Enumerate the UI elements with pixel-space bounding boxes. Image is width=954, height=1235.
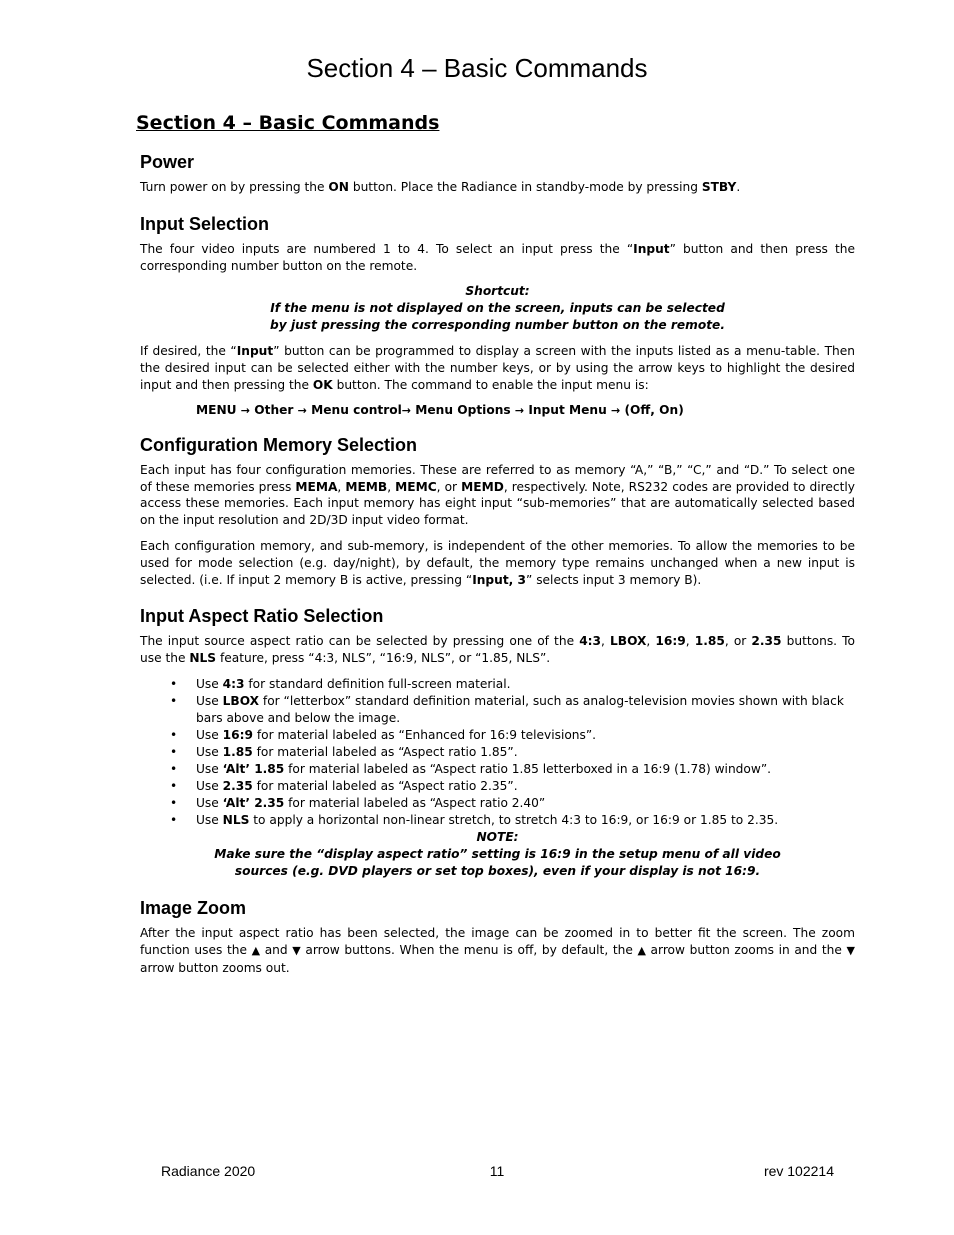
text-run: Other (250, 402, 298, 417)
heading-power: Power (140, 152, 195, 172)
list-item (140, 795, 855, 812)
footer-revision: rev 102214 (763, 1163, 834, 1179)
bold-text: STBY (701, 180, 737, 194)
text-run: , respectively. Note, RS232 codes are provided to directly access these memories. Each input memory has eight input “sub-memories” that are automatically selected based on the input resolution and 2D/3D input video format. (140, 479, 856, 528)
page-header: Section 4 – Basic Commands (306, 53, 648, 83)
text-run: Input Menu (524, 402, 612, 417)
aspect-ratio-paragraph (140, 633, 855, 667)
bold-text: ON (328, 180, 349, 194)
text-run: for material labeled as “Enhanced for 16:9 televisions”. (252, 727, 597, 742)
text-run: MENU (196, 402, 241, 417)
footer-page-number: 11 (489, 1163, 505, 1179)
bullet-icon: • (170, 727, 178, 742)
text-run: arrow buttons. When the menu is off, by default, the (300, 942, 638, 957)
list-item (140, 676, 855, 693)
heading-aspect-ratio: Input Aspect Ratio Selection (140, 606, 384, 627)
text-run: arrow button zooms out. (140, 960, 290, 975)
right-arrow-icon: → (401, 403, 411, 417)
down-arrow-icon: ▼ (846, 943, 855, 957)
right-arrow-icon: → (240, 403, 251, 417)
config-memory-paragraph-1 (140, 462, 855, 529)
right-arrow-icon: → (514, 403, 525, 417)
text-run: After the input aspect ratio has been selected, the image can be zoomed in to better fit the screen. The zoom function uses the (140, 925, 855, 957)
image-zoom-paragraph (140, 925, 855, 976)
bold-text: ‘Alt’ 1.85 (222, 761, 285, 776)
bullet-icon: • (170, 795, 178, 810)
list-item (140, 727, 855, 744)
text-run: Use (196, 761, 223, 776)
input-menu-paragraph (140, 343, 855, 393)
text-run: feature, press “4:3, NLS”, “16:9, NLS”, or “1.85, NLS”. (216, 651, 551, 666)
text-run: , (601, 634, 611, 649)
text-run: Use (196, 778, 223, 793)
text-run: Use (196, 727, 223, 742)
text-run: button. The command to enable the input menu is: (332, 377, 649, 392)
aspect-note (140, 829, 855, 880)
text-run: for material labeled as “Aspect ratio 1.85 letterboxed in a 16:9 (1.78) window”. (284, 761, 772, 776)
bold-text: MEMC (395, 479, 437, 494)
config-memory-paragraph-2 (140, 538, 855, 588)
text-run: button. Place the Radiance in standby-mode by pressing (348, 180, 702, 194)
text-run: Each configuration memory, and sub-memory, is independent of the other memories. To allow the memories to be used for mode selection (e.g. day/night), by default, the memory type remains unchanged when a new input is selected. (i.e. If input 2 memory B is active, pressing “ (140, 538, 855, 587)
footer-product: Radiance 2020 (161, 1163, 256, 1179)
text-run: , or (724, 634, 752, 649)
text-run: . (736, 180, 741, 194)
text-run: , (387, 479, 396, 494)
bold-text: 16:9 (222, 727, 253, 742)
section-title: Section 4 – Basic Commands (136, 112, 440, 134)
note-line: by just pressing the corresponding number button on the remote. (270, 318, 725, 333)
page-footer (0, 1163, 954, 1183)
text-run: The four video inputs are numbered 1 to 4. To select an input press the “ (140, 241, 634, 256)
heading-configuration-memory: Configuration Memory Selection (140, 434, 418, 455)
bold-text: 2.35 (222, 778, 253, 793)
text-run: and (260, 942, 293, 957)
text-run: (Off, On) (620, 402, 684, 417)
text-run: Menu Options (411, 402, 515, 417)
down-arrow-icon: ▼ (292, 943, 301, 957)
menu-path (196, 403, 855, 417)
bold-text: OK (312, 377, 333, 392)
bold-text: LBOX (222, 693, 260, 708)
up-arrow-icon: ▲ (637, 943, 646, 957)
note-line: Make sure the “display aspect ratio” setting is 16:9 in the setup menu of all video (214, 846, 781, 861)
bold-text: LBOX (610, 634, 647, 649)
bullet-icon: • (170, 812, 178, 827)
bold-text: NLS (222, 812, 250, 827)
bold-text: 16:9 (655, 634, 686, 649)
bold-text: Input (633, 241, 670, 256)
bullet-icon: • (170, 778, 178, 793)
bold-text: Input (236, 344, 274, 359)
bold-text: 1.85 (222, 744, 253, 759)
bullet-icon: • (170, 744, 178, 759)
list-item (140, 761, 855, 778)
bold-text: MEMA (295, 479, 338, 494)
text-run: , (337, 479, 346, 494)
power-paragraph (140, 179, 855, 196)
note-line: If the menu is not displayed on the screen, inputs can be selected (270, 301, 725, 316)
text-run: for “letterbox” standard definition material, such as analog-television movies shown with black bars above and below the image. (196, 693, 844, 725)
text-run: ” button and then press the corresponding number button on the remote. (140, 241, 855, 273)
bold-text: 1.85 (694, 634, 725, 649)
text-run: arrow button zooms in and the (645, 942, 847, 957)
bold-text: 4:3 (222, 676, 245, 691)
document-body (136, 112, 856, 985)
right-arrow-icon: → (611, 403, 621, 417)
text-run: The input source aspect ratio can be selected by pressing one of the (140, 634, 580, 649)
list-item (140, 812, 855, 829)
text-run: Use (196, 676, 223, 691)
note-line: sources (e.g. DVD players or set top boxes), even if your display is not 16:9. (234, 863, 761, 878)
right-arrow-icon: → (297, 403, 307, 417)
text-run: Menu control (306, 402, 402, 417)
bold-text: NLS (189, 651, 217, 666)
up-arrow-icon: ▲ (251, 943, 261, 957)
bold-text: 4:3 (579, 634, 602, 649)
text-run: , or (436, 479, 462, 494)
bold-text: Input, 3 (472, 572, 527, 587)
list-item (140, 778, 855, 795)
text-run: Use (196, 693, 223, 708)
bullet-icon: • (170, 676, 178, 691)
text-run: to apply a horizontal non-linear stretch, to stretch 4:3 to 16:9, or 16:9 or 1.85 to 2.35. (249, 812, 779, 827)
text-run: buttons. To use the (140, 634, 855, 666)
text-run: If desired, the “ (140, 344, 237, 359)
heading-image-zoom: Image Zoom (140, 897, 247, 918)
text-run: Use (196, 744, 223, 759)
shortcut-note (140, 283, 855, 334)
text-run: ” button can be programmed to display a screen with the inputs listed as a menu-table. Then the desired input can be selected either with the number keys, or by using the arrow keys to highlight the desired input and then pressing the (140, 344, 855, 392)
text-run: for standard definition full-screen material. (244, 676, 511, 691)
bold-text: MEMD (461, 479, 504, 494)
text-run: Use (196, 812, 223, 827)
note-line: NOTE: (476, 829, 519, 844)
text-run: ” selects input 3 memory B). (526, 572, 702, 587)
text-run: , (646, 634, 656, 649)
bullet-icon: • (170, 693, 178, 708)
bullet-icon: • (170, 761, 178, 776)
heading-input-selection: Input Selection (140, 213, 270, 234)
bold-text: 2.35 (751, 634, 782, 649)
list-item (140, 693, 855, 727)
text-run: Use (196, 795, 223, 810)
note-line: Shortcut: (465, 284, 530, 299)
text-run: for material labeled as “Aspect ratio 2.40” (284, 795, 546, 810)
text-run: for material labeled as “Aspect ratio 1.85”. (252, 744, 518, 759)
bold-text: ‘Alt’ 2.35 (222, 795, 285, 810)
text-run: , (685, 634, 695, 649)
list-item (140, 744, 855, 761)
text-run: Turn power on by pressing the (140, 180, 329, 194)
input-selection-paragraph (140, 241, 855, 275)
aspect-ratio-list (140, 676, 855, 829)
bold-text: MEMB (345, 479, 388, 494)
text-run: for material labeled as “Aspect ratio 2.35”. (252, 778, 518, 793)
text-run: Each input has four configuration memories. These are referred to as memory “A,” “B,” “C,” and “D.” To select one of these memories press (140, 462, 855, 494)
